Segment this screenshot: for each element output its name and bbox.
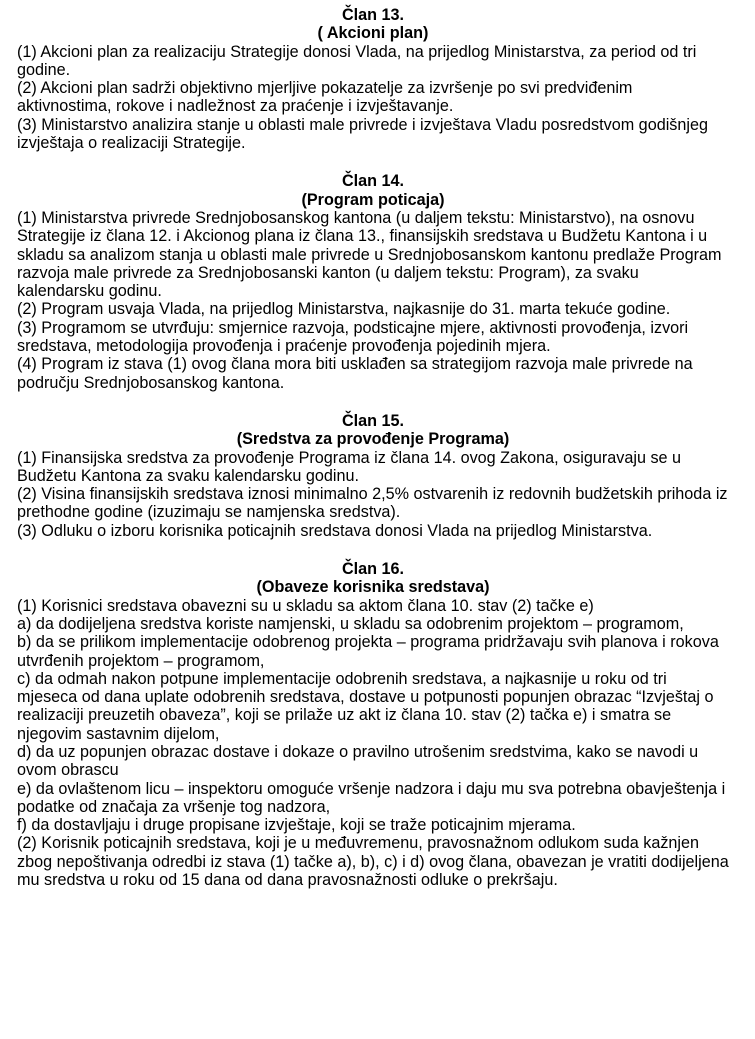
document-page	[17, 6, 729, 909]
list-item: a) da dodijeljena sredstva koriste namjenski, u skladu sa odobrenim projektom – programom,	[17, 614, 684, 633]
article-paragraph: (1) Korisnici sredstava obavezni su u skladu sa aktom člana 10. stav (2) tačke e)	[17, 596, 594, 615]
article-15	[17, 412, 729, 540]
list-item: c) da odmah nakon potpune implementacije odobrenih sredstava, a najkasnije u roku od tri mjeseca od dana uplate odobrenih sredstava, dostave u potpunosti popunjen obrazac “Izvještaj o realizaciji preuzetih obaveza”, koji se prilaže uz akt iz člana 10. stav (2) tačka e) i smatra se njegovim sastavnim dijelom,	[17, 669, 714, 743]
article-14	[17, 172, 729, 392]
article-number: Član 13.	[341, 6, 405, 24]
list-item: f) da dostavljaju i druge propisane izvještaje, koji se traže poticajnim mjerama.	[17, 816, 576, 835]
article-13	[17, 6, 729, 152]
article-paragraph: (3) Ministarstvo analizira stanje u oblasti male privrede i izvještava Vladu posredstvom godišnjeg izvještaja o realizaciji Strategije.	[17, 115, 708, 153]
article-paragraph: (3) Programom se utvrđuju: smjernice razvoja, podsticajne mjere, aktivnosti provođenja, izvori sredstava, metodologija provođenja i praćenje provođenja pojedinih mjera.	[17, 318, 689, 356]
article-number: Član 15.	[341, 411, 405, 430]
article-paragraph: (2) Visina finansijskih sredstava iznosi minimalno 2,5% ostvarenih iz redovnih budžetskih prihoda iz prethodne godine (izuzimaju se namjenska sredstva).	[17, 485, 728, 522]
article-paragraph: (4) Program iz stava (1) ovog člana mora biti usklađen sa strategijom razvoja male privrede na području Srednjobosanskog kantona.	[17, 355, 693, 392]
article-title: ( Akcioni plan)	[317, 24, 429, 43]
article-paragraph: (2) Korisnik poticajnih sredstava, koji je u međuvremenu, pravosnažnom odlukom suda kažnjen zbog nepoštivanja odredbi iz stava (1) tačke a), b), c) i d) ovog člana, obavezan je vratiti dodijeljena mu sredstva u roku od 15 dana od dana pravosnažnosti odluke o prekršaju.	[17, 834, 729, 890]
article-title: (Program poticaja)	[301, 190, 445, 209]
list-item: d) da uz popunjen obrazac dostave i dokaze o pravilno utrošenim sredstvima, kako se navodi u ovom obrascu	[17, 742, 699, 780]
article-title: (Obaveze korisnika sredstava)	[256, 578, 490, 597]
list-item: e) da ovlaštenom licu – inspektoru omoguće vršenje nadzora i daju mu sva potrebna obavještenja i podatke od značaja za vršenje tog nadzora,	[17, 779, 726, 816]
article-paragraph: (1) Finansijska sredstva za provođenje Programa iz člana 14. ovog Zakona, osiguravaju se u Budžetu Kantona za svaku kalendarsku godinu.	[17, 448, 682, 485]
article-paragraph: (2) Program usvaja Vlada, na prijedlog Ministarstva, najkasnije do 31. marta tekuće godine.	[17, 300, 671, 319]
article-title: (Sredstva za provođenje Programa)	[236, 430, 510, 449]
article-16	[17, 560, 729, 889]
article-number: Član 14.	[341, 172, 405, 191]
article-number: Član 16.	[341, 560, 405, 579]
list-item: b) da se prilikom implementacije odobrenog projekta – programa pridržavaju svih planova i rokova utvrđenih projektom – programom,	[17, 633, 719, 670]
article-paragraph: (1) Ministarstva privrede Srednjobosanskog kantona (u daljem tekstu: Ministarstvo), na osnovu Strategije iz člana 12. i Akcionog plana iz člana 13., finansijskih sredstava u Budžetu Kantona i u skladu sa analizom stanja u oblasti male privrede u Srednjobosanskom kantonu predlaže Program razvoja male privrede za Srednjobosanski kanton (u daljem tekstu: Program), za svaku kalendarsku godinu.	[17, 208, 722, 301]
article-paragraph: (1) Akcioni plan za realizaciju Strategije donosi Vlada, na prijedlog Ministarstva, za period od tri godine.	[17, 42, 697, 79]
article-paragraph: (3) Odluku o izboru korisnika poticajnih sredstava donosi Vlada na prijedlog Ministarstva.	[17, 521, 653, 540]
article-paragraph: (2) Akcioni plan sadrži objektivno mjerljive pokazatelje za izvršenje po svi predviđenim aktivnostima, rokove i nadležnost za praćenje i izvještavanje.	[17, 79, 633, 116]
